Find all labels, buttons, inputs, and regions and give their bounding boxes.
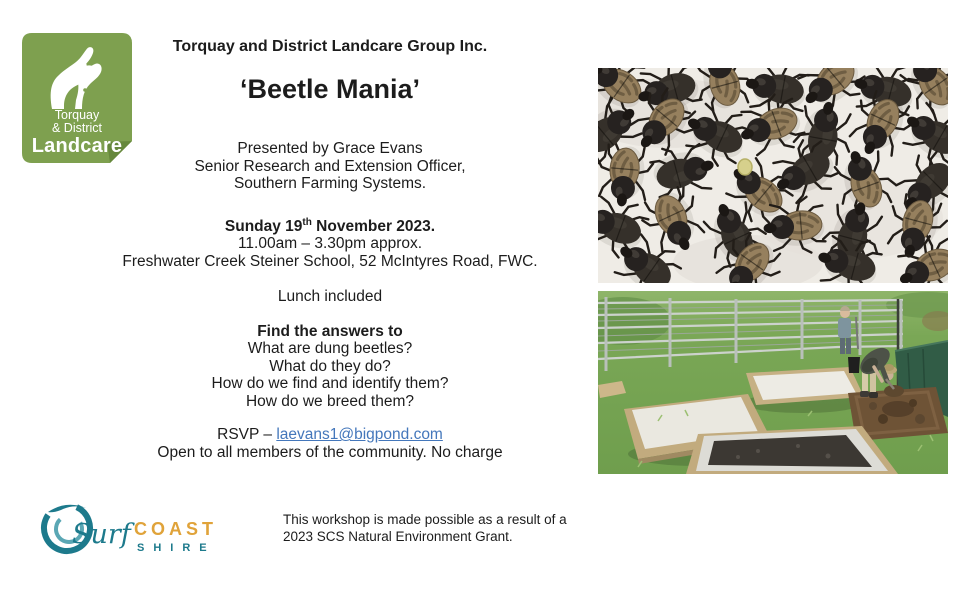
questions-block	[70, 323, 590, 411]
breeding-pads-photo	[598, 291, 948, 474]
question-item: What are dung beetles?	[247, 340, 413, 358]
grant-note	[283, 511, 583, 545]
surf-word: Surf	[72, 519, 131, 550]
coast-word: COAST	[134, 519, 217, 539]
surf-coast-logo-svg	[38, 500, 233, 558]
rsvp-email-link[interactable]: laevans1@bigpond.com	[276, 426, 443, 444]
breeding-pads-photo-svg	[598, 291, 948, 474]
dung-beetles-photo-svg	[598, 68, 948, 283]
question-item: How do we breed them?	[245, 392, 414, 410]
logo-line3: Landcare	[31, 135, 123, 157]
open-note: Open to all members of the community. No charge	[157, 444, 503, 462]
question-item: What do they do?	[269, 357, 391, 375]
rsvp-block	[70, 426, 590, 462]
question-item: How do we find and identify them?	[211, 375, 449, 393]
presenter-block	[70, 140, 590, 193]
questions-heading: Find the answers to	[257, 322, 403, 340]
logo-line1: Torquay	[54, 108, 100, 122]
surf-coast-shire-logo	[38, 500, 233, 558]
shire-word: SHIRE	[137, 542, 216, 554]
lunch-note: Lunch included	[277, 288, 383, 306]
logo-line2: & District	[52, 121, 102, 135]
event-date: Sunday 19th November 2023.	[224, 216, 436, 235]
event-location: Freshwater Creek Steiner School, 52 McIntyres Road, FWC.	[122, 252, 538, 270]
dung-beetles-photo	[598, 68, 948, 283]
grant-line2: 2023 SCS Natural Environment Grant.	[283, 529, 513, 544]
presenter-line1: Presented by Grace Evans	[237, 140, 423, 157]
presenter-line2: Senior Research and Extension Officer,	[194, 157, 466, 175]
grant-line1: This workshop is made possible as a result of a	[283, 512, 567, 527]
event-details-block	[70, 214, 590, 271]
presenter-line3: Southern Farming Systems.	[233, 175, 427, 192]
date-ordinal: th	[302, 216, 312, 228]
event-time: 11.00am – 3.30pm approx.	[237, 235, 423, 253]
org-title: Torquay and District Landcare Group Inc.	[172, 38, 488, 55]
rsvp-line: RSVP – laevans1@bigpond.com	[217, 426, 443, 444]
event-title: ‘Beetle Mania’	[239, 74, 421, 104]
flyer-body	[70, 38, 590, 462]
